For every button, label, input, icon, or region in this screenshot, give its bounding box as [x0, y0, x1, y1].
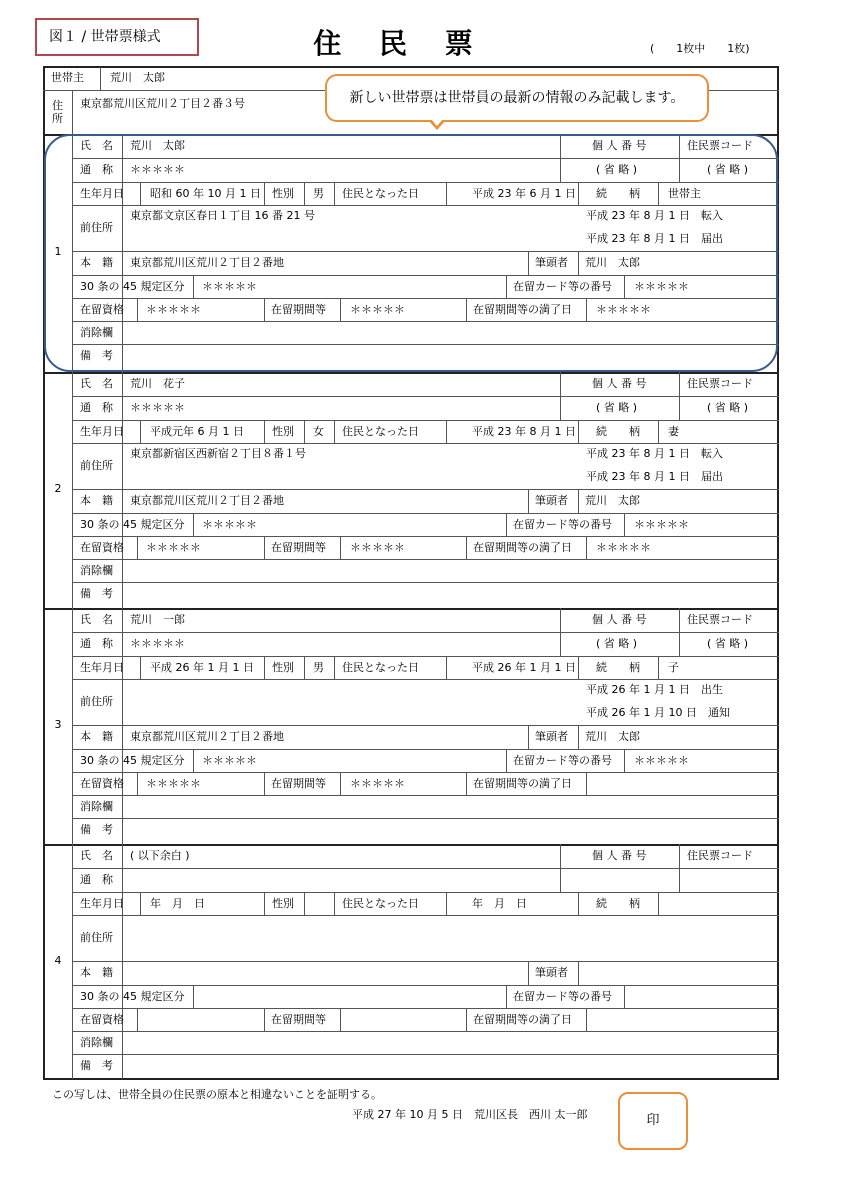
member-period: ＊＊＊＊＊ — [350, 541, 405, 554]
member-art30: ＊＊＊＊＊ — [202, 754, 257, 767]
member-personal-no: ( 省 略 ) — [596, 637, 638, 650]
label-status: 在留資格 — [80, 1013, 124, 1026]
member-resident-code: ( 省 略 ) — [707, 163, 749, 176]
member-alias: ＊＊＊＊＊ — [130, 401, 185, 414]
label-name: 氏 名 — [80, 139, 113, 152]
member-head-of-domicile: 荒川 太郎 — [585, 494, 640, 507]
member-birth: 平成 26 年 1 月 1 日 — [150, 661, 254, 674]
grid-line-v — [193, 985, 194, 1008]
seal-box: 印 — [618, 1092, 688, 1150]
member-event-1: 平成 26 年 1 月 1 日 出生 — [586, 683, 723, 696]
grid-line-v — [72, 608, 73, 844]
member-alias: ＊＊＊＊＊ — [130, 163, 185, 176]
grid-line-v — [624, 513, 625, 536]
household-head-name: 荒川 太郎 — [110, 71, 165, 84]
label-head-of-domicile: 筆頭者 — [535, 494, 568, 507]
label-personal-no: 個 人 番 号 — [592, 849, 647, 862]
member-card-no: ＊＊＊＊＊ — [634, 280, 689, 293]
label-expiry: 在留期間等の満了日 — [473, 777, 572, 790]
grid-line-h — [72, 443, 779, 444]
member-art30: ＊＊＊＊＊ — [202, 518, 257, 531]
member-birth: 年 月 日 — [150, 897, 205, 910]
grid-line-v — [137, 1008, 138, 1031]
grid-line-v — [528, 725, 529, 749]
member-expiry: ＊＊＊＊＊ — [596, 303, 651, 316]
grid-line-v — [140, 892, 141, 915]
member-event-2: 平成 23 年 8 月 1 日 届出 — [586, 470, 723, 483]
grid-line-h — [72, 772, 779, 773]
label-card-no: 在留カード等の番号 — [513, 990, 612, 1003]
member-status: ＊＊＊＊＊ — [146, 541, 201, 554]
member-head-of-domicile: 荒川 太郎 — [585, 256, 640, 269]
grid-line-v — [264, 536, 265, 559]
label-art30: 30 条の 45 規定区分 — [80, 990, 185, 1003]
member-birth: 平成元年 6 月 1 日 — [150, 425, 244, 438]
grid-line-v — [100, 67, 101, 90]
member-name: 荒川 花子 — [130, 377, 185, 390]
member-became-resident: 平成 23 年 8 月 1 日 — [472, 425, 576, 438]
member-head-of-domicile: 荒川 太郎 — [585, 730, 640, 743]
grid-line-v — [528, 961, 529, 985]
household-head-label: 世帯主 — [51, 71, 84, 84]
grid-line-v — [679, 844, 680, 892]
grid-line-h — [72, 1054, 779, 1055]
grid-line-v — [122, 608, 123, 844]
grid-line-v — [72, 372, 73, 608]
grid-line-v — [624, 749, 625, 772]
grid-line-v — [624, 985, 625, 1008]
label-period: 在留期間等 — [271, 541, 326, 554]
label-status: 在留資格 — [80, 777, 124, 790]
member-number: 1 — [54, 245, 62, 258]
label-became-resident: 住民となった日 — [342, 661, 419, 674]
grid-line-v — [137, 536, 138, 559]
grid-line-v — [506, 513, 507, 536]
grid-line-h — [72, 795, 779, 796]
label-domicile: 本 籍 — [80, 256, 113, 269]
member-alias: ＊＊＊＊＊ — [130, 637, 185, 650]
grid-line-v — [560, 372, 561, 420]
label-card-no: 在留カード等の番号 — [513, 280, 612, 293]
label-deletion: 消除欄 — [80, 1036, 113, 1049]
label-relation: 続 柄 — [596, 187, 640, 200]
label-name: 氏 名 — [80, 613, 113, 626]
member-art30: ＊＊＊＊＊ — [202, 280, 257, 293]
label-status: 在留資格 — [80, 303, 124, 316]
label-expiry: 在留期間等の満了日 — [473, 541, 572, 554]
label-deletion: 消除欄 — [80, 800, 113, 813]
member-domicile: 東京都荒川区荒川２丁目２番地 — [130, 494, 284, 507]
grid-line-v — [679, 372, 680, 420]
grid-line-h — [72, 513, 779, 514]
label-prev-address: 前住所 — [80, 221, 113, 234]
label-personal-no: 個 人 番 号 — [592, 139, 647, 152]
grid-line-h — [43, 608, 779, 610]
grid-line-v — [578, 961, 579, 985]
label-deletion: 消除欄 — [80, 564, 113, 577]
label-prev-address: 前住所 — [80, 931, 113, 944]
label-period: 在留期間等 — [271, 777, 326, 790]
grid-line-v — [264, 656, 265, 679]
grid-line-v — [578, 420, 579, 443]
label-expiry: 在留期間等の満了日 — [473, 303, 572, 316]
label-remarks: 備 考 — [80, 1059, 113, 1072]
label-became-resident: 住民となった日 — [342, 897, 419, 910]
callout-note: 新しい世帯票は世帯員の最新の情報のみ記載します。 — [325, 74, 709, 122]
grid-line-v — [137, 772, 138, 795]
member-period: ＊＊＊＊＊ — [350, 303, 405, 316]
member-name: ( 以下余白 ) — [130, 849, 190, 862]
label-became-resident: 住民となった日 — [342, 425, 419, 438]
member-number: 2 — [54, 482, 62, 495]
certification-text: この写しは、世帯全員の住民票の原本と相違ないことを証明する。 — [52, 1088, 382, 1101]
label-relation: 続 柄 — [596, 661, 640, 674]
grid-line-v — [304, 892, 305, 915]
label-domicile: 本 籍 — [80, 494, 113, 507]
label-birth: 生年月日 — [80, 661, 124, 674]
member-sex: 女 — [313, 425, 324, 438]
label-alias: 通 称 — [80, 637, 113, 650]
member-relation: 妻 — [668, 425, 679, 438]
label-birth: 生年月日 — [80, 425, 124, 438]
label-card-no: 在留カード等の番号 — [513, 518, 612, 531]
grid-line-h — [72, 632, 779, 633]
household-address: 東京都荒川区荒川２丁目２番３号 — [80, 97, 245, 110]
label-alias: 通 称 — [80, 873, 113, 886]
member-event-2: 平成 26 年 1 月 10 日 通知 — [586, 706, 730, 719]
figure-label: 図１ / 世帯票様式 — [35, 18, 199, 56]
member-name: 荒川 一郎 — [130, 613, 185, 626]
grid-line-v — [506, 985, 507, 1008]
label-domicile: 本 籍 — [80, 730, 113, 743]
grid-line-h — [72, 489, 779, 490]
grid-line-h — [72, 985, 779, 986]
label-status: 在留資格 — [80, 541, 124, 554]
grid-line-h — [72, 536, 779, 537]
member-sex: 男 — [313, 661, 324, 674]
page-title: 住 民 票 — [313, 27, 487, 60]
grid-line-v — [304, 656, 305, 679]
label-resident-code: 住民票コード — [687, 849, 753, 862]
grid-line-v — [586, 772, 587, 795]
certification-date: 平成 27 年 10 月 5 日 荒川区長 西川 太一郎 — [352, 1108, 588, 1121]
page-count: ( 1枚中 1枚) — [650, 42, 750, 55]
grid-line-v — [578, 725, 579, 749]
member-status: ＊＊＊＊＊ — [146, 777, 201, 790]
label-art30: 30 条の 45 規定区分 — [80, 754, 185, 767]
member-prev-address: 東京都文京区春日１丁目 16 番 21 号 — [130, 209, 315, 222]
grid-line-v — [264, 892, 265, 915]
grid-line-h — [72, 420, 779, 421]
member-resident-code: ( 省 略 ) — [707, 401, 749, 414]
grid-line-v — [340, 772, 341, 795]
label-birth: 生年月日 — [80, 187, 124, 200]
grid-line-h — [72, 961, 779, 962]
grid-line-v — [334, 656, 335, 679]
label-prev-address: 前住所 — [80, 459, 113, 472]
grid-line-v — [560, 844, 561, 892]
grid-line-v — [578, 892, 579, 915]
grid-line-v — [658, 892, 659, 915]
grid-line-v — [528, 489, 529, 513]
grid-line-h — [72, 818, 779, 819]
grid-line-v — [466, 536, 467, 559]
member-name: 荒川 太郎 — [130, 139, 185, 152]
member-prev-address: 東京都新宿区西新宿２丁目８番１号 — [130, 447, 306, 460]
grid-line-v — [586, 536, 587, 559]
member-resident-code: ( 省 略 ) — [707, 637, 749, 650]
grid-line-h — [43, 844, 779, 846]
label-sex: 性別 — [272, 661, 294, 674]
label-alias: 通 称 — [80, 401, 113, 414]
member-period: ＊＊＊＊＊ — [350, 777, 405, 790]
label-head-of-domicile: 筆頭者 — [535, 256, 568, 269]
grid-line-h — [72, 656, 779, 657]
grid-line-v — [658, 656, 659, 679]
label-resident-code: 住民票コード — [687, 139, 753, 152]
label-period: 在留期間等 — [271, 303, 326, 316]
grid-line-h — [72, 1031, 779, 1032]
grid-line-v — [679, 608, 680, 656]
label-sex: 性別 — [272, 897, 294, 910]
address-label: 住所 — [52, 99, 63, 125]
label-art30: 30 条の 45 規定区分 — [80, 280, 185, 293]
grid-line-v — [506, 749, 507, 772]
label-sex: 性別 — [272, 187, 294, 200]
grid-line-v — [193, 749, 194, 772]
label-alias: 通 称 — [80, 163, 113, 176]
grid-line-h — [72, 559, 779, 560]
label-remarks: 備 考 — [80, 349, 113, 362]
label-art30: 30 条の 45 規定区分 — [80, 518, 185, 531]
member-number: 4 — [54, 953, 62, 967]
grid-line-v — [466, 772, 467, 795]
member-card-no: ＊＊＊＊＊ — [634, 754, 689, 767]
member-domicile: 東京都荒川区荒川２丁目２番地 — [130, 730, 284, 743]
grid-line-h — [72, 396, 779, 397]
grid-line-v — [578, 656, 579, 679]
member-event-1: 平成 23 年 8 月 1 日 転入 — [586, 447, 723, 460]
label-birth: 生年月日 — [80, 897, 124, 910]
grid-line-v — [658, 420, 659, 443]
member-birth: 昭和 60 年 10 月 1 日 — [150, 187, 261, 200]
label-personal-no: 個 人 番 号 — [592, 377, 647, 390]
grid-line-v — [446, 892, 447, 915]
member-became-resident: 年 月 日 — [472, 897, 527, 910]
member-event-1: 平成 23 年 8 月 1 日 転入 — [586, 209, 723, 222]
label-remarks: 備 考 — [80, 823, 113, 836]
member-relation: 子 — [668, 661, 679, 674]
grid-line-v — [340, 536, 341, 559]
member-personal-no: ( 省 略 ) — [596, 401, 638, 414]
member-personal-no: ( 省 略 ) — [596, 163, 638, 176]
grid-line-v — [334, 892, 335, 915]
grid-line-v — [340, 1008, 341, 1031]
label-resident-code: 住民票コード — [687, 613, 753, 626]
grid-line-v — [304, 420, 305, 443]
grid-line-h — [72, 892, 779, 893]
label-name: 氏 名 — [80, 377, 113, 390]
label-personal-no: 個 人 番 号 — [592, 613, 647, 626]
grid-line-v — [586, 1008, 587, 1031]
grid-line-v — [264, 1008, 265, 1031]
grid-line-v — [140, 656, 141, 679]
member-became-resident: 平成 23 年 6 月 1 日 — [472, 187, 576, 200]
label-domicile: 本 籍 — [80, 966, 113, 979]
grid-line-h — [43, 372, 779, 374]
label-sex: 性別 — [272, 425, 294, 438]
grid-line-v — [466, 1008, 467, 1031]
label-remarks: 備 考 — [80, 587, 113, 600]
grid-line-v — [72, 90, 73, 134]
label-deletion: 消除欄 — [80, 326, 113, 339]
callout-tail-inner — [431, 119, 443, 126]
label-card-no: 在留カード等の番号 — [513, 754, 612, 767]
label-relation: 続 柄 — [596, 425, 640, 438]
grid-line-v — [446, 420, 447, 443]
member-number: 3 — [54, 718, 62, 731]
label-prev-address: 前住所 — [80, 695, 113, 708]
label-expiry: 在留期間等の満了日 — [473, 1013, 572, 1026]
grid-line-v — [560, 608, 561, 656]
grid-line-h — [72, 1008, 779, 1009]
grid-line-v — [446, 656, 447, 679]
grid-line-v — [193, 513, 194, 536]
grid-line-h — [72, 868, 779, 869]
member-relation: 世帯主 — [668, 187, 701, 200]
member-event-2: 平成 23 年 8 月 1 日 届出 — [586, 232, 723, 245]
grid-line-v — [334, 420, 335, 443]
label-relation: 続 柄 — [596, 897, 640, 910]
member-became-resident: 平成 26 年 1 月 1 日 — [472, 661, 576, 674]
member-status: ＊＊＊＊＊ — [146, 303, 201, 316]
label-resident-code: 住民票コード — [687, 377, 753, 390]
member-card-no: ＊＊＊＊＊ — [634, 518, 689, 531]
grid-line-v — [140, 420, 141, 443]
grid-line-h — [72, 725, 779, 726]
label-name: 氏 名 — [80, 849, 113, 862]
member-expiry: ＊＊＊＊＊ — [596, 541, 651, 554]
label-head-of-domicile: 筆頭者 — [535, 966, 568, 979]
member-highlight — [44, 134, 778, 372]
grid-line-v — [122, 372, 123, 608]
label-head-of-domicile: 筆頭者 — [535, 730, 568, 743]
grid-line-v — [264, 772, 265, 795]
grid-line-v — [578, 489, 579, 513]
label-became-resident: 住民となった日 — [342, 187, 419, 200]
grid-line-v — [264, 420, 265, 443]
grid-line-v — [122, 844, 123, 1079]
label-period: 在留期間等 — [271, 1013, 326, 1026]
grid-line-h — [72, 749, 779, 750]
grid-line-h — [72, 915, 779, 916]
member-sex: 男 — [313, 187, 324, 200]
grid-line-h — [72, 679, 779, 680]
grid-line-h — [72, 582, 779, 583]
member-domicile: 東京都荒川区荒川２丁目２番地 — [130, 256, 284, 269]
